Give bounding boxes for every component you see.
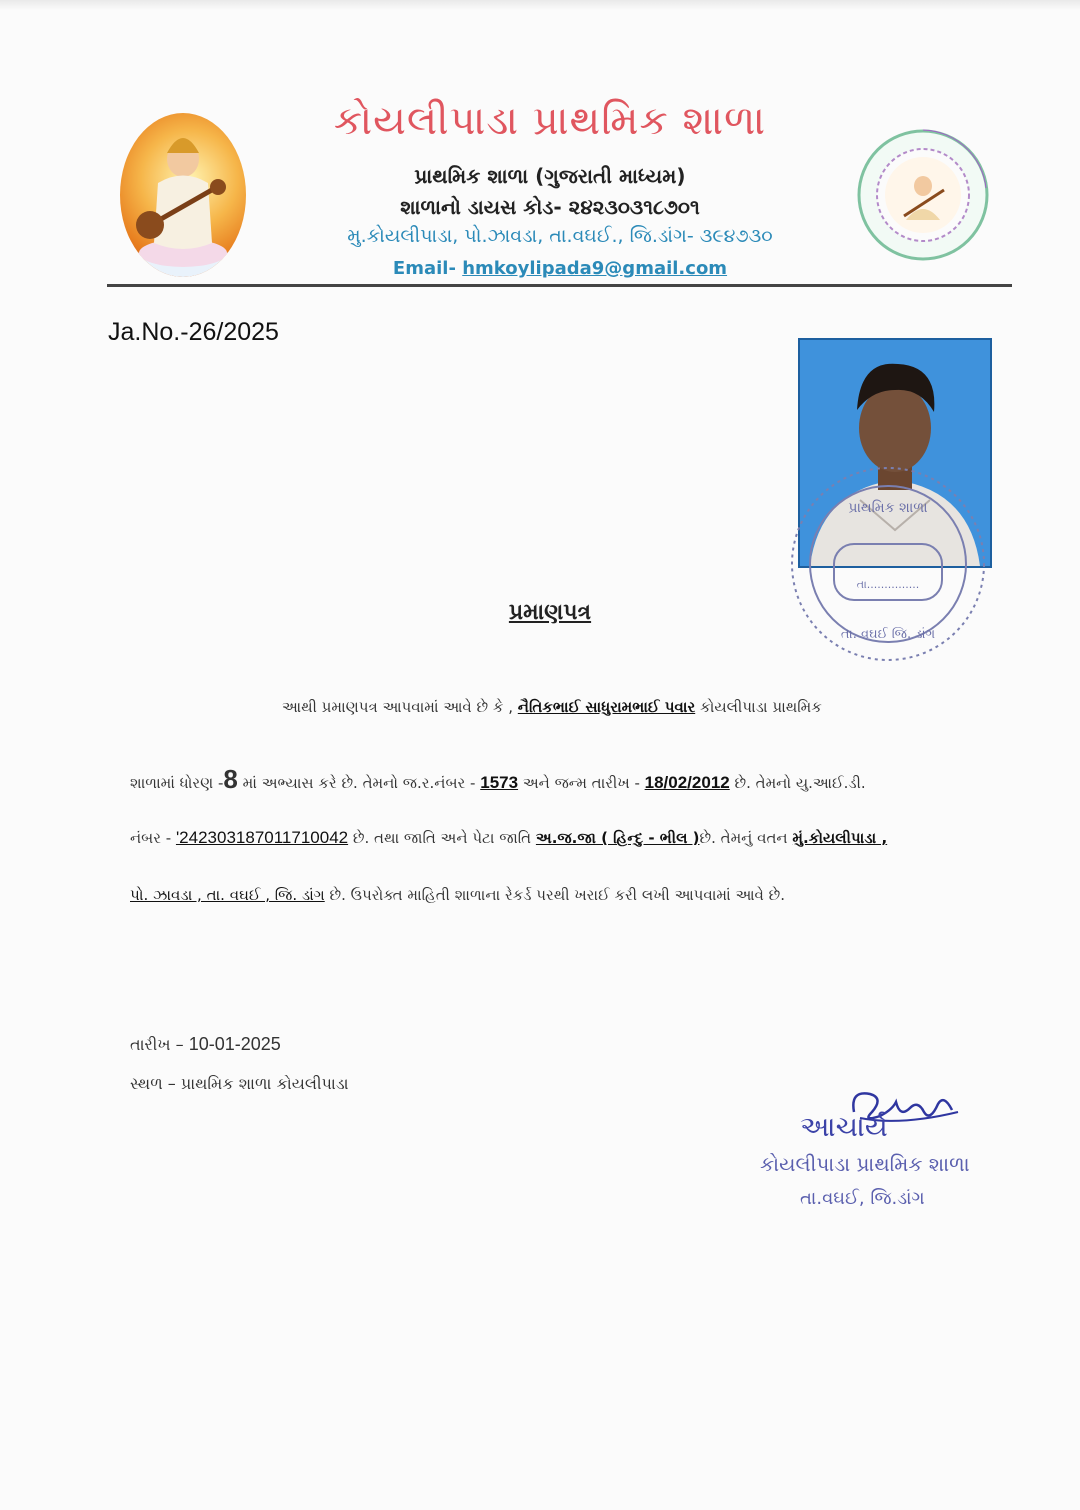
reference-number: Ja.No.-26/2025 (108, 318, 279, 346)
dise-code: શાળાનો ડાયસ કોડ- ૨૪૨૩૦૩૧૮૭૦૧ (400, 195, 700, 219)
issue-date-line (130, 1034, 281, 1055)
student-name: નૈતિકભાઈ સાધુરામભાઈ પવાર (517, 698, 696, 716)
gr-number: 1573 (480, 773, 519, 792)
stamp-text-top: પ્રાથમિક શાળા (848, 500, 928, 516)
stamp-text-middle: તા............... (856, 578, 920, 591)
dob-label: અને જન્મ તારીખ - (522, 774, 640, 792)
date-label: તારીખ – (130, 1035, 184, 1054)
intro-text: આથી પ્રમાણપત્ર આપવામાં આવે છે કે , (282, 698, 514, 716)
school-ref-text: કોયલીપાડા પ્રાથમિક (700, 698, 822, 716)
issue-date: 10-01-2025 (188, 1034, 281, 1054)
closing-text: છે. ઉપરોક્ત માહિતી શાળાના રેકર્ડ પરથી ખરાઈ કરી લખી આપવામાં આવે છે. (329, 886, 786, 904)
signatory-address: તા.વઘઈ, જિ.ડાંગ (800, 1188, 925, 1209)
caste-value: અ.જ.જા ( હિન્દુ - ભીલ ) (535, 829, 700, 847)
uid-number: '242303187011710042 (175, 828, 349, 847)
certificate-title-text: પ્રમાણપત્ર (508, 600, 592, 625)
page-top-edge (0, 0, 1080, 10)
uid-label-text: છે. તેમનો યુ.આઈ.ડી. (734, 774, 866, 792)
native-village: મું.કોયલીપાડા , (792, 829, 888, 847)
paragraph-line-3 (130, 828, 887, 848)
caste-label: છે. તથા જાતિ અને પેટા જાતિ (352, 829, 532, 847)
school-seal-icon (856, 128, 990, 262)
native-address: પો. ઝાવડા , તા. વઘઈ , જિ. ડાંગ (130, 886, 325, 904)
school-name: કોયલીપાડા પ્રાથમિક શાળા (333, 98, 767, 144)
signatory-title: આચાર્ય (800, 1110, 888, 1143)
saraswati-logo-icon (120, 113, 246, 277)
stamp-text-bottom: તા. વઘઈ જિ. ડાંગ (840, 627, 936, 642)
paragraph-line-4 (130, 886, 785, 904)
certificate-title (440, 600, 660, 625)
gr-label: માં અભ્યાસ કરે છે. તેમનો જ.ર.નંબર - (242, 774, 476, 792)
email-label: Email- (392, 258, 456, 279)
date-of-birth: 18/02/2012 (644, 773, 730, 792)
standard-value: 8 (223, 764, 238, 794)
round-stamp (786, 462, 990, 666)
header-divider (107, 284, 1012, 287)
standard-label: શાળામાં ધોરણ - (130, 774, 224, 792)
issue-place: સ્થળ – પ્રાથમિક શાળા કોયલીપાડા (130, 1074, 349, 1093)
email-link[interactable]: hmkoylipada9@gmail.com (462, 258, 728, 279)
paragraph-line-1 (282, 698, 822, 716)
school-email-line (330, 258, 790, 279)
paragraph-line-2 (130, 764, 866, 795)
signatory-school: કોયલીપાડા પ્રાથમિક શાળા (760, 1152, 970, 1176)
uid-label: નંબર - (130, 829, 172, 847)
school-address: મુ.કોયલીપાડા, પો.ઝાવડા, તા.વઘઈ., જિ.ડાંગ- ૩૯૪૭૩૦ (347, 225, 773, 247)
native-label: છે. તેમનું વતન (699, 829, 788, 847)
school-medium: પ્રાથમિક શાળા (ગુજરાતી માધ્યમ) (414, 164, 686, 188)
